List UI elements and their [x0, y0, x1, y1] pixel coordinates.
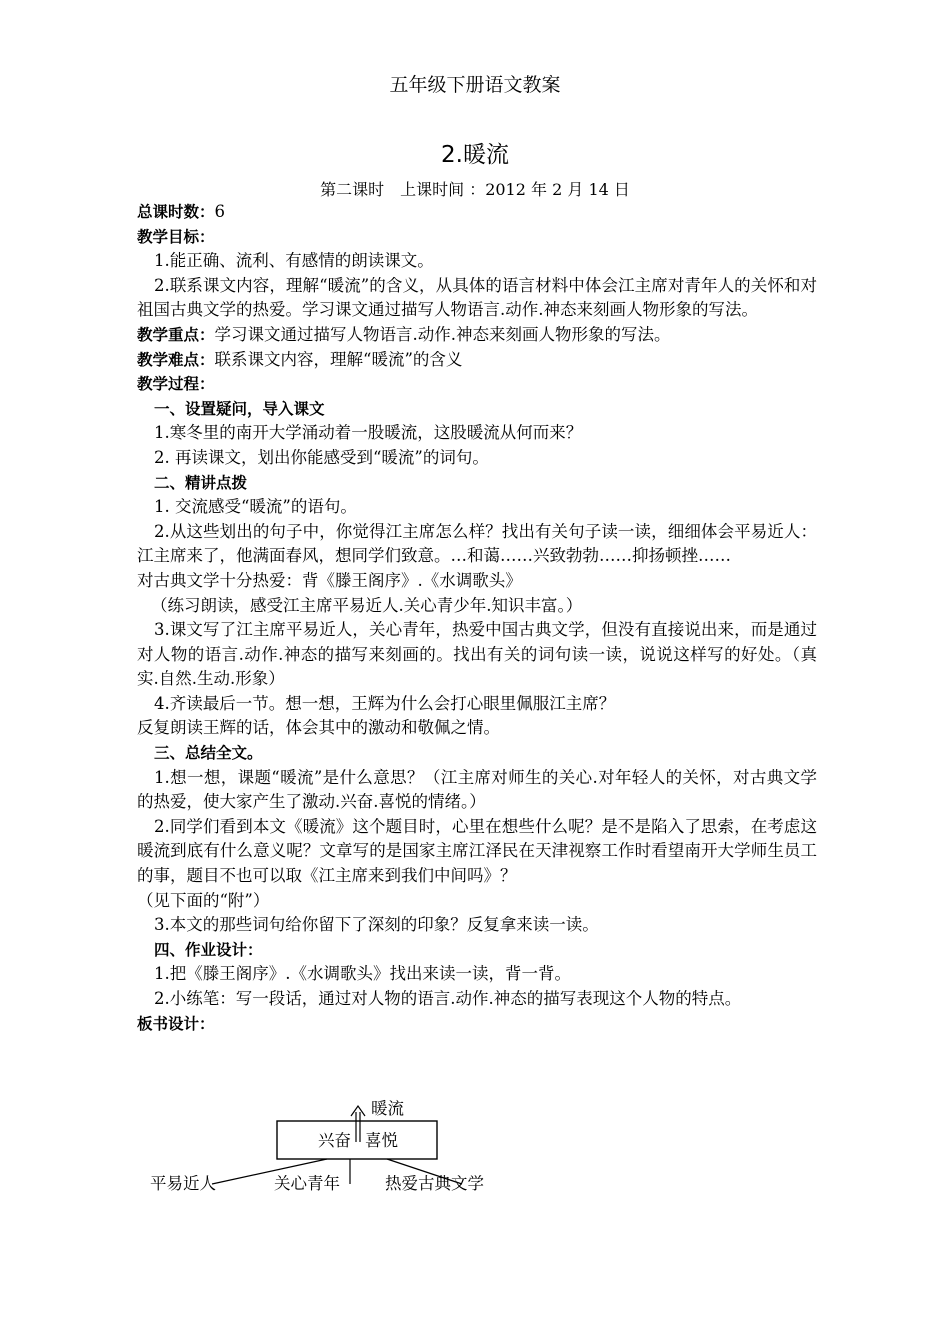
- section-1-p1: 1.寒冬里的南开大学涌动着一股暖流，这股暖流从何而来？: [154, 423, 583, 443]
- section-2-p2: 2.从这些划出的句子中，你觉得江主席怎么样？找出有关句子读一读，细细体会平易近人：江主席来了，他满面春风，想同学们致意。…和蔼……兴致勃勃……抑扬顿挫……: [137, 521, 817, 566]
- total-lessons: 总课时数：6: [137, 202, 226, 221]
- section-3-p4: 3.本文的那些词句给你留下了深刻的印象？反复拿来读一读。: [154, 915, 599, 935]
- section-3-p3: （见下面的“附”）: [137, 890, 270, 910]
- section-4-heading: 四、作业设计：: [154, 940, 263, 959]
- board-label: 板书设计：: [137, 1014, 215, 1033]
- section-3-p2: 2.同学们看到本文《暖流》这个题目时，心里在想些什么呢？是不是陷入了思索，在考虑这暖流到底有什么意义呢？文章写的是国家主席江泽民在天津视察工作时看望南开大学师生员工的事，题目不也可以取《江主席来到我们中间吗》？: [137, 816, 817, 886]
- section-2-p4: （练习朗读，感受江主席平易近人.关心青少年.知识丰富。）: [151, 595, 583, 615]
- key-point: 教学重点：学习课文通过描写人物语言.动作.神态来刻画人物形象的写法。: [137, 324, 671, 344]
- board-leaf-3: 热爱古典文学: [385, 1174, 484, 1193]
- lesson-subtitle: 第二课时 上课时间 ：2012 年 2 月 14 日: [320, 180, 630, 199]
- board-leaf-1: 平易近人: [150, 1174, 216, 1193]
- process-label: 教学过程：: [137, 375, 215, 394]
- section-1-heading: 一、设置疑问，导入课文: [154, 399, 325, 418]
- board-box: [277, 1121, 437, 1159]
- board-top-label: 暖流: [371, 1099, 404, 1118]
- section-1-p2: 2. 再读课文，划出你能感受到“暖流”的词句。: [154, 447, 489, 467]
- board-box-right-label: 喜悦: [365, 1131, 398, 1150]
- section-4-p1: 1.把《滕王阁序》.《水调歌头》找出来读一读，背一背。: [154, 964, 571, 984]
- objective-item-2: 2.联系课文内容，理解“暖流”的含义，从具体的语言材料中体会江主席对青年人的关怀和对祖国古典文学的热爱。学习课文通过描写人物语言.动作.神态来刻画人物形象的写法。: [137, 275, 817, 320]
- objective-item-1: 1.能正确、流利、有感情的朗读课文。: [154, 251, 434, 271]
- board-leaf-2: 关心青年: [274, 1174, 340, 1193]
- board-diagram: [137, 1092, 537, 1202]
- page-header: 五年级下册语文教案: [389, 74, 561, 96]
- board-arrow-head: [351, 1106, 365, 1116]
- section-2-p6: 4.齐读最后一节。想一想，王辉为什么会打心眼里佩服江主席？: [154, 693, 616, 713]
- section-4-p2: 2.小练笔：写一段话，通过对人物的语言.动作.神态的描写表现这个人物的特点。: [154, 989, 742, 1008]
- section-2-p1: 1. 交流感受“暖流”的语句。: [154, 497, 357, 517]
- lesson-body: [137, 200, 817, 1036]
- section-2-p5: 3.课文写了江主席平易近人，关心青年，热爱中国古典文学，但没有直接说出来，而是通过对人物的语言.动作.神态的描写来刻画的。找出有关的词句读一读，说说这样写的好处。（真实.自然.生动.形象）: [137, 620, 817, 689]
- section-3-p1: 1.想一想，课题“暖流”是什么意思？（江主席对师生的关心.对年轻人的关怀，对古典文学的热爱，使大家产生了激动.兴奋.喜悦的情绪。）: [137, 767, 817, 812]
- section-2-heading: 二、精讲点拨: [154, 473, 248, 492]
- lesson-title: 2.暖流: [441, 142, 509, 168]
- section-3-heading: 三、总结全文。: [154, 744, 263, 763]
- board-box-left-label: 兴奋: [318, 1131, 351, 1150]
- objectives-label: 教学目标：: [137, 227, 215, 246]
- section-2-p3: 对古典文学十分热爱：背《滕王阁序》.《水调歌头》: [137, 570, 522, 590]
- section-2-p7: 反复朗读王辉的话，体会其中的激动和敬佩之情。: [137, 718, 500, 738]
- difficulty: 教学难点：联系课文内容，理解“暖流”的含义: [137, 349, 463, 369]
